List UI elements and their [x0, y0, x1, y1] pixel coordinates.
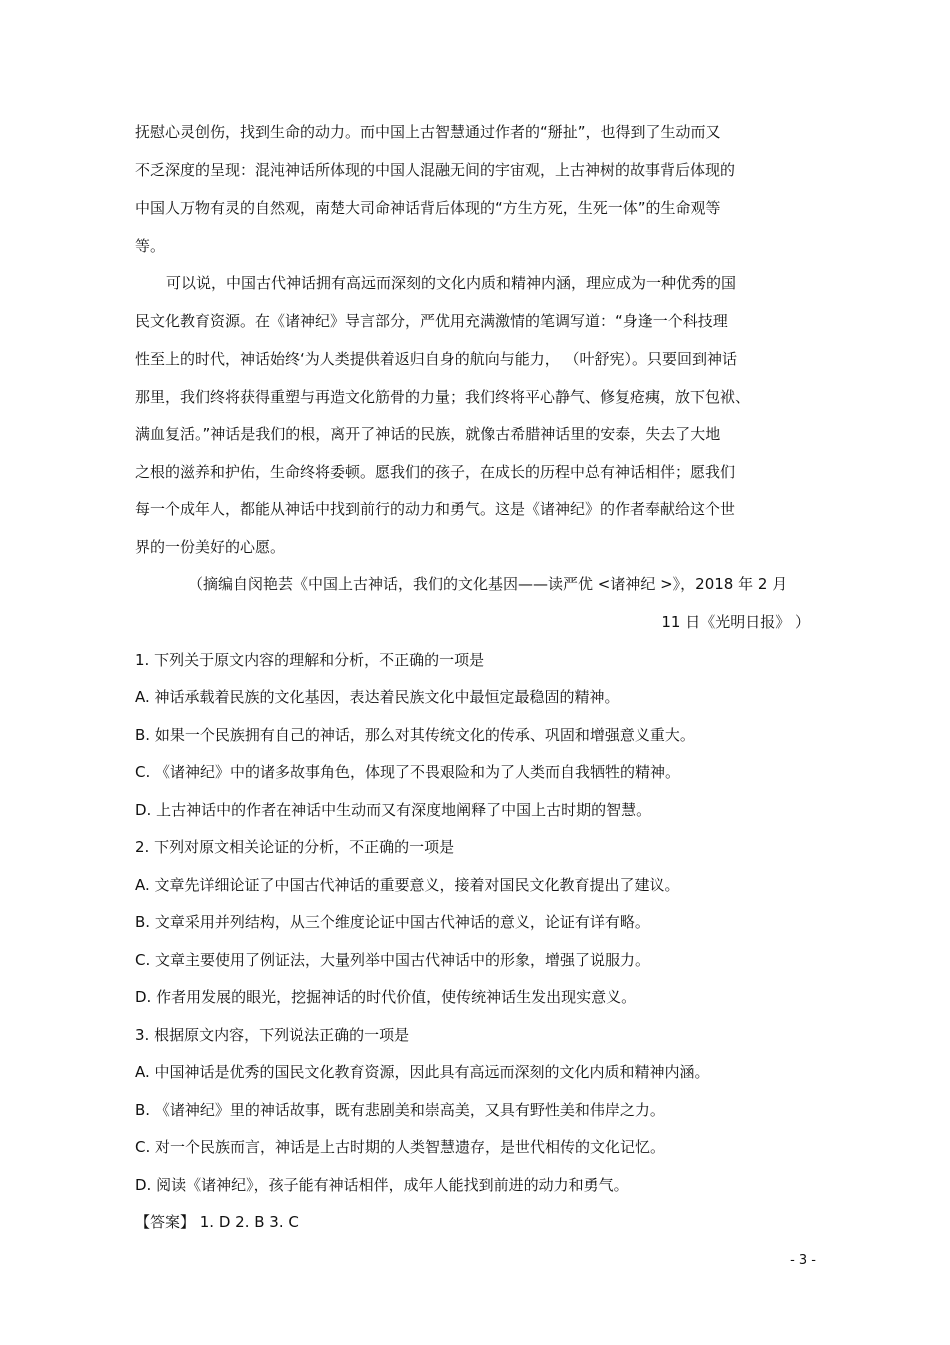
source-citation-date: 11 日《光明日报》 ） [661, 613, 810, 631]
passage-line: 抚慰心灵创伤，找到生命的动力。而中国上古智慧通过作者的“掰扯”，也得到了生动而又 [135, 123, 721, 141]
passage-line: 民文化教育资源。在《诸神纪》导言部分，严优用充满激情的笔调写道：“身逢一个科技理 [135, 312, 728, 330]
option-c: C. 《诸神纪》中的诸多故事角色，体现了不畏艰险和为了人类而自我牺牲的精神。 [135, 763, 681, 781]
option-d: D. 阅读《诸神纪》，孩子能有神话相伴，成年人能找到前进的动力和勇气。 [135, 1176, 629, 1194]
option-d: D. 上古神话中的作者在神话中生动而又有深度地阐释了中国上古时期的智慧。 [135, 801, 652, 819]
option-b: B. 《诸神纪》里的神话故事，既有悲剧美和崇高美，又具有野性美和伟岸之力。 [135, 1101, 665, 1119]
passage-line: 可以说，中国古代神话拥有高远而深刻的文化内质和精神内涵，理应成为一种优秀的国 [166, 274, 737, 292]
passage-line: 满血复活。”神话是我们的根，离开了神话的民族，就像古希腊神话里的安泰，失去了大地 [135, 425, 721, 443]
passage-line: 中国人万物有灵的自然观，南楚大司命神话背后体现的“方生方死，生死一体”的生命观等 [135, 199, 721, 217]
passage-line: 之根的滋养和护佑，生命终将委顿。愿我们的孩子，在成长的历程中总有神话相伴；愿我们 [135, 463, 736, 481]
option-c: C. 对一个民族而言，神话是上古时期的人类智慧遗存，是世代相传的文化记忆。 [135, 1138, 666, 1156]
option-c: C. 文章主要使用了例证法，大量列举中国古代神话中的形象，增强了说服力。 [135, 951, 651, 969]
option-a: A. 中国神话是优秀的国民文化教育资源，因此具有高远而深刻的文化内质和精神内涵。 [135, 1063, 710, 1081]
passage-line: 界的一份美好的心愿。 [135, 538, 286, 556]
passage-line: 那里，我们终将获得重塑与再造文化筋骨的力量；我们终将平心静气、修复疮痍，放下包袱、 [135, 388, 751, 406]
passage-line: 性至上的时代，神话始终‘为人类提供着返归自身的航向与能力， （叶舒宪）。只要回到神话 [135, 350, 738, 368]
answer-key: 【答案】 1. D 2. B 3. C [135, 1213, 299, 1231]
option-a: A. 文章先详细论证了中国古代神话的重要意义，接着对国民文化教育提出了建议。 [135, 876, 680, 894]
question-stem: 3. 根据原文内容，下列说法正确的一项是 [135, 1026, 410, 1044]
question-stem: 1. 下列关于原文内容的理解和分析，不正确的一项是 [135, 651, 485, 669]
passage-line: 等。 [135, 237, 166, 255]
option-b: B. 文章采用并列结构，从三个维度论证中国古代神话的意义，论证有详有略。 [135, 913, 650, 931]
passage-line: 不乏深度的呈现：混沌神话所体现的中国人混融无间的宇宙观，上古神树的故事背后体现的 [135, 161, 736, 179]
source-citation: （摘编自闵艳芸《中国上古神话，我们的文化基因——读严优 <诸神纪 >》，2018 年 2 月 [188, 575, 788, 593]
passage-line: 每一个成年人，都能从神话中找到前行的动力和勇气。这是《诸神纪》的作者奉献给这个世 [135, 500, 736, 518]
option-d: D. 作者用发展的眼光，挖掘神话的时代价值，使传统神话生发出现实意义。 [135, 988, 637, 1006]
option-b: B. 如果一个民族拥有自己的神话，那么对其传统文化的传承、巩固和增强意义重大。 [135, 726, 695, 744]
question-stem: 2. 下列对原文相关论证的分析，不正确的一项是 [135, 838, 455, 856]
option-a: A. 神话承载着民族的文化基因，表达着民族文化中最恒定最稳固的精神。 [135, 688, 620, 706]
page-number: - 3 - [790, 1253, 816, 1268]
